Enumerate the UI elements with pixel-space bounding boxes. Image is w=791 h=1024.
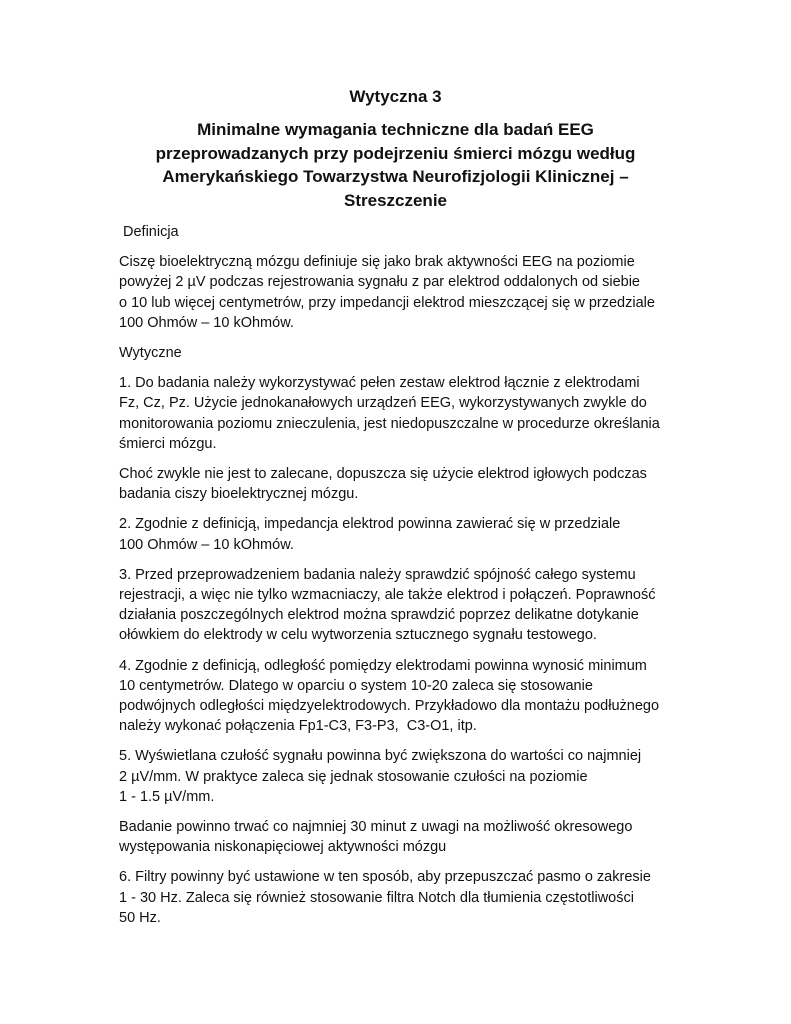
text-line: należy wykonać połączenia Fp1-C3, F3-P3, C3-O1, itp. xyxy=(119,718,477,735)
document-body xyxy=(119,222,679,938)
text-line: monitorowania poziomu znieczulenia, jest niedopuszczalne w procedurze określania xyxy=(119,415,660,432)
text-line: 10 centymetrów. Dlatego w oparciu o system 10-20 zaleca się stosowanie xyxy=(119,677,593,694)
definition-heading-text: Definicja xyxy=(123,224,179,240)
title-line: przeprowadzanych przy podejrzeniu śmierci mózgu według xyxy=(155,143,636,163)
text-line: Choć zwykle nie jest to zalecane, dopuszcza się użycie elektrod igłowych podczas xyxy=(119,466,647,483)
text-line: ołówkiem do elektrody w celu wytworzenia sztucznego sygnału testowego. xyxy=(119,627,597,644)
document-title xyxy=(150,118,641,212)
text-line: 1 - 30 Hz. Zaleca się również stosowanie filtra Notch dla tłumienia częstotliwości xyxy=(119,889,634,906)
text-line: rejestracji, a więc nie tylko wzmacniaczy, ale także elektrod i połączeń. Poprawność xyxy=(119,587,656,604)
title-line: Minimalne wymagania techniczne dla badań EEG xyxy=(197,120,594,139)
text-line: 2 µV/mm. W praktyce zaleca się jednak stosowanie czułości na poziomie xyxy=(119,768,588,785)
text-line: badania ciszy bioelektrycznej mózgu. xyxy=(119,486,359,503)
document-number: Wytyczna 3 xyxy=(349,87,442,106)
definition-paragraph xyxy=(119,252,679,333)
guidelines-heading xyxy=(119,343,679,363)
guideline-6 xyxy=(119,867,679,928)
text-line: 1 - 1.5 µV/mm. xyxy=(119,788,215,805)
text-line: 1. Do badania należy wykorzystywać pełen zestaw elektrod łącznie z elektrodami xyxy=(119,375,640,392)
text-line: o 10 lub więcej centymetrów, przy impedancji elektrod mieszczącej się w przedziale xyxy=(119,294,655,311)
text-line: powyżej 2 µV podczas rejestrowania sygnału z par elektrod oddalonych od siebie xyxy=(119,274,640,291)
definition-heading xyxy=(119,222,679,242)
guideline-1 xyxy=(119,373,679,454)
guideline-5 xyxy=(119,746,679,807)
text-line: 50 Hz. xyxy=(119,909,161,926)
guideline-3 xyxy=(119,565,679,646)
text-line: 5. Wyświetlana czułość sygnału powinna być zwiększona do wartości co najmniej xyxy=(119,748,642,765)
guideline-4 xyxy=(119,656,679,737)
guideline-1-note xyxy=(119,464,679,504)
text-line: śmierci mózgu. xyxy=(119,435,217,452)
title-line: Streszczenie xyxy=(344,190,447,210)
guidelines-heading-text: Wytyczne xyxy=(119,345,182,362)
text-line: występowania niskonapięciowej aktywności mózgu xyxy=(119,839,447,856)
title-line: Amerykańskiego Towarzystwa Neurofizjologii Klinicznej – xyxy=(162,167,629,186)
text-line: działania poszczególnych elektrod można sprawdzić poprzez delikatne dotykanie xyxy=(119,607,639,624)
text-line: Ciszę bioelektryczną mózgu definiuje się jako brak aktywności EEG na poziomie xyxy=(119,254,635,271)
text-line: 2. Zgodnie z definicją, impedancja elektrod powinna zawierać się w przedziale xyxy=(119,516,621,533)
guideline-2 xyxy=(119,514,679,554)
guideline-5-note xyxy=(119,817,679,857)
text-line: 3. Przed przeprowadzeniem badania należy sprawdzić spójność całego systemu xyxy=(119,566,636,583)
text-line: Fz, Cz, Pz. Użycie jednokanałowych urządzeń EEG, wykorzystywanych zwykle do xyxy=(119,395,647,412)
text-line: podwójnych odległości międzyelektrodowych. Przykładowo dla montażu podłużnego xyxy=(119,698,660,715)
text-line: Badanie powinno trwać co najmniej 30 minut z uwagi na możliwość okresowego xyxy=(119,819,633,836)
text-line: 4. Zgodnie z definicją, odległość pomiędzy elektrodami powinna wynosić minimum xyxy=(119,657,647,674)
text-line: 6. Filtry powinny być ustawione w ten sposób, aby przepuszczać pasmo o zakresie xyxy=(119,869,651,886)
text-line: 100 Ohmów – 10 kOhmów. xyxy=(119,314,294,331)
text-line: 100 Ohmów – 10 kOhmów. xyxy=(119,536,294,553)
